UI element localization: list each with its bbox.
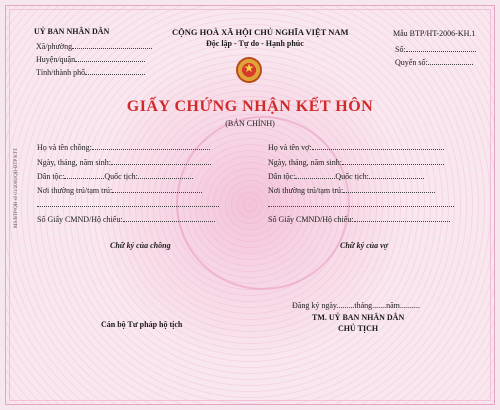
country-name: CỘNG HOÀ XÃ HỘI CHỦ NGHĨA VIỆT NAM [172,27,349,37]
form-code: Mẫu BTP/HT-2006-KH.1 [393,29,476,38]
official-org: TM. UỶ BAN NHÂN DÂN [312,313,405,322]
husband-name-field: Họ và tên chồng: [37,143,210,152]
national-emblem-icon: ★ [236,57,262,83]
husband-signature-label: Chữ ký của chồng [110,241,171,250]
husband-residence-field: Nơi thường trú/tạm trú: [37,186,202,195]
left-province: Tỉnh/thành phố [36,68,145,77]
husband-ethnicity-field: Dân tộc: Quốc tịch: [37,172,193,181]
registration-date: Đăng ký ngày.........tháng.......năm.......... [292,301,420,310]
registrar-label: Cán bộ Tư pháp hộ tịch [101,320,183,329]
left-district: Huyện/quận [36,55,145,64]
certificate-subtitle: (BẢN CHÍNH) [225,119,275,128]
wife-dob-field: Ngày, tháng, năm sinh: [268,158,444,167]
wife-name-field: Họ và tên vợ: [268,143,444,152]
wife-residence-field: Nơi thường trú/tạm trú: [268,186,435,195]
wife-ethnicity-field: Dân tộc: Quốc tịch: [268,172,424,181]
certificate-title: GIẤY CHỨNG NHẬN KẾT HÔN [126,98,374,115]
side-code: MS/BTP/QĐ số 01/2006/QĐ-BTP KTT [14,148,19,228]
left-ward: Xã/phường [36,42,152,51]
official-title: CHỦ TỊCH [338,324,379,333]
left-org: UỶ BAN NHÂN DÂN [34,27,110,36]
national-motto: Độc lập - Tự do - Hạnh phúc [206,39,304,48]
wife-signature-label: Chữ ký của vợ [340,241,388,250]
wife-id-field: Số Giấy CMND/Hộ chiếu: [268,215,450,224]
husband-dob-field: Ngày, tháng, năm sinh: [37,158,211,167]
book-number: Quyển số: [395,58,473,67]
husband-id-field: Số Giấy CMND/Hộ chiếu: [37,215,215,224]
cert-number: Số: [395,45,476,54]
